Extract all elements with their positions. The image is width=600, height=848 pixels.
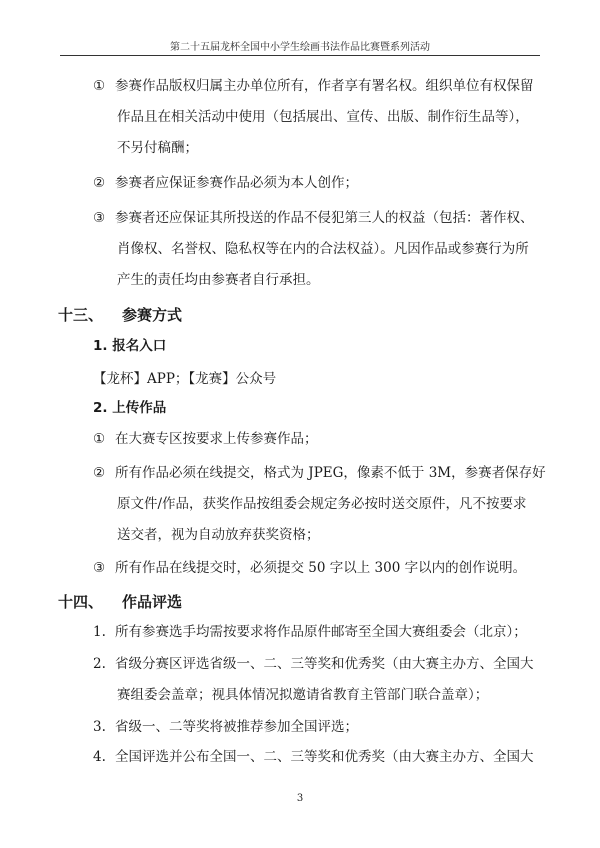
section-number: 十三、 [58,306,104,324]
copyright-item-2 [93,177,358,191]
subheading-upload: 2. 上传作品 [93,400,167,416]
section-13-heading [58,308,182,323]
circled-number: ③ [93,560,106,576]
text-line: 所有作品在线提交时，必须提交 50 字以上 300 字以内的创作说明。 [115,560,527,576]
text-line: 全国评选并公布全国一、二、三等奖和优秀奖（由大赛主办方、全国大 [115,749,534,765]
section-14-heading [58,595,182,610]
text-line: 赛组委会盖章；视具体情况拟邀请省教育主管部门联合盖章）； [117,687,489,703]
item-number: 2. [93,656,106,672]
circled-number: ② [93,175,106,191]
copyright-item-1 [93,80,534,94]
page-header: 第二十五届龙杯全国中小学生绘画书法作品比赛暨系列活动 [170,42,430,53]
text-line: 参赛者还应保证其所投送的作品不侵犯第三人的权益（包括：著作权、 [115,210,534,226]
circled-number: ① [93,431,106,447]
header-rule [60,55,540,56]
registration-text: 【龙杯】APP；【龙赛】公众号 [93,371,277,387]
judging-item-2 [93,658,534,672]
copyright-item-3 [93,212,534,226]
text-line: 省级分赛区评选省级一、二、三等奖和优秀奖（由大赛主办方、全国大 [115,656,534,672]
upload-item-2 [93,467,546,481]
item-number: 1. [93,624,106,640]
section-number: 十四、 [58,593,104,611]
judging-item-3 [93,721,358,735]
item-number: 4. [93,749,106,765]
judging-item-1 [93,626,527,640]
item-number: 3. [93,719,106,735]
page-number: 3 [296,793,304,804]
upload-item-3 [93,562,526,576]
text-line: 送交者，视为自动放弃获奖资格； [117,527,320,543]
subheading-registration: 1. 报名入口 [93,338,167,354]
circled-number: ③ [93,210,106,226]
text-line: 作品且在相关活动中使用（包括展出、宣传、出版、制作衍生品等）， [117,109,529,125]
text-line: 所有作品必须在线提交，格式为 JPEG，像素不低于 3M，参赛者保存好 [115,465,546,481]
section-title: 作品评选 [122,593,183,611]
text-line: 不另付稿酬； [117,140,198,156]
text-line: 在大赛专区按要求上传参赛作品； [115,431,318,447]
upload-item-1 [93,433,318,447]
circled-number: ① [93,78,106,94]
text-line: 肖像权、名誉权、隐私权等在内的合法权益）。凡因作品或参赛行为所 [117,241,529,257]
text-line: 参赛者应保证参赛作品必须为本人创作； [115,175,358,191]
judging-item-4 [93,751,534,765]
section-title: 参赛方式 [122,306,183,324]
text-line: 所有参赛选手均需按要求将作品原件邮寄至全国大赛组委会（北京）； [115,624,527,640]
text-line: 原文件/作品，获奖作品按组委会规定务必按时送交原件，凡不按要求 [117,496,527,512]
circled-number: ② [93,465,106,481]
text-line: 参赛作品版权归属主办单位所有，作者享有署名权。组织单位有权保留 [115,78,534,94]
text-line: 省级一、二等奖将被推荐参加全国评选； [115,719,358,735]
text-line: 产生的责任均由参赛者自行承担。 [117,272,320,288]
